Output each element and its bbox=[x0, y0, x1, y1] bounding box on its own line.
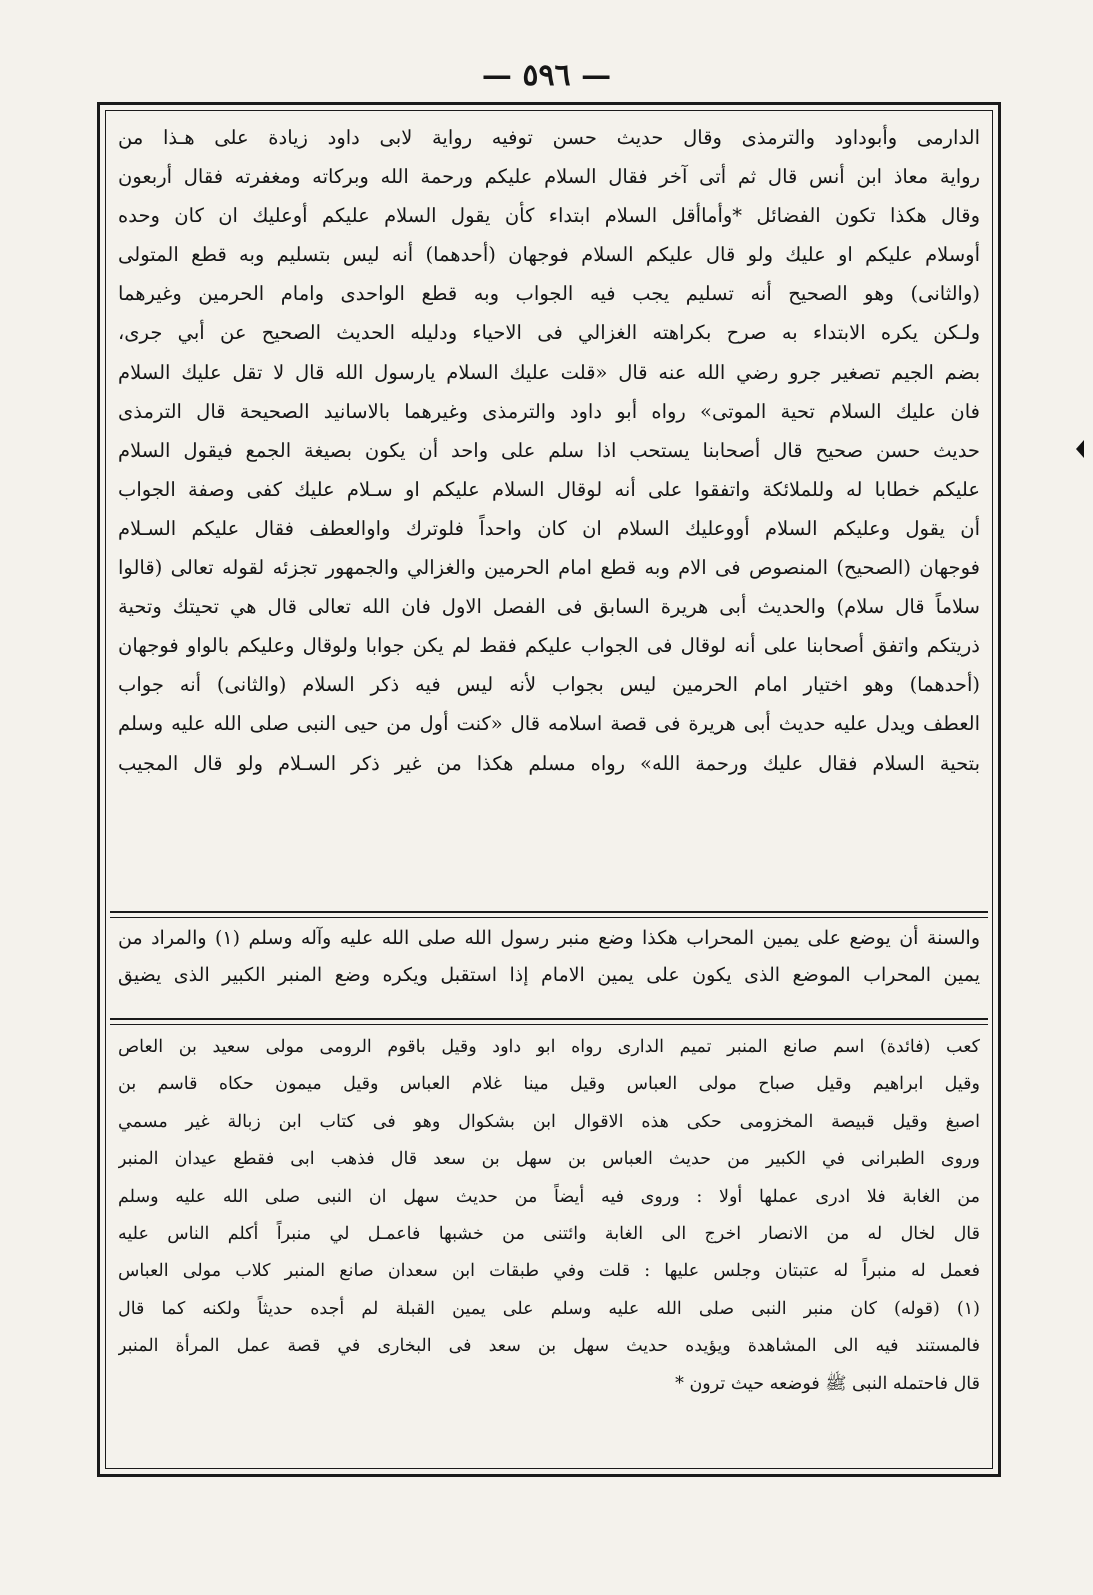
footnote-line: (١) (قوله) كان منبر النبى صلى الله عليه وسلم على يمين القبلة لم أجده حديثاً ولكنه كما قال bbox=[118, 1298, 980, 1319]
footnote-line: من الغابة فلا ادرى عملها أولا : وروى فيه أيضاً من حديث سهل ان النبى صلى الله عليه وسلم bbox=[118, 1186, 980, 1207]
main-text-line: (والثانى) وهو الصحيح أنه تسليم يجب فيه الجواب وبه قطع الواحدى وامام الحرمين وغيرهما bbox=[118, 282, 980, 306]
footnote-line: فالمستند فيه الى المشاهدة ويؤيده حديث سهل بن سعد فى البخارى في قصة عمل المرأة المنبر bbox=[118, 1336, 980, 1357]
main-text-line: بضم الجيم تصغير جرو رضي الله عنه قال «قلت عليك السلام يارسول الله قال لا تقل عليك السلام bbox=[118, 360, 980, 384]
footnote-block bbox=[118, 1029, 980, 1403]
main-text-line: رواية معاذ ابن أنس قال ثم أتى آخر فقال السلام عليكم ورحمة الله وبركاته ومغفرته فقال أربعون bbox=[118, 165, 980, 189]
main-text-line: عليكم خطابا له وللملائكة واتفقوا على أنه لوقال السلام عليكم او سـلام عليك كفى وصفة الجواب bbox=[118, 477, 980, 501]
page-number: — ٥٩٦ — bbox=[481, 58, 612, 93]
main-text-line: ولـكن يكره الابتداء به صرح بكراهته الغزالي فى الاحياء ودليله الحديث الصحيح عن أبي جرى، bbox=[118, 321, 980, 345]
footnote-line: اصبغ وقيل قبيصة المخزومى حكى هذه الاقوال ابن بشكوال وهو فى كتاب ابن زبالة غير مسمي bbox=[118, 1111, 980, 1132]
main-text-line: الدارمى وأبوداود والترمذى وقال حديث حسن توفيه رواية لابى داود زيادة على هـذا من bbox=[118, 126, 980, 149]
main-text-line: فان عليك السلام تحية الموتى» رواه أبو داود والترمذى وغيرهما بالاسانيد الصحيحة قال الترمذى bbox=[118, 399, 980, 423]
footnote-line: قال لخال له من الانصار اخرج الى الغابة وائتنى من خشبها فاعمـل لي منبراً أكلم الناس عليه bbox=[118, 1223, 980, 1244]
footnote-line: فعمل له منبراً له عتبتان وجلس عليها : قلت وفي طبقات ابن سعدان صانع المنبر كلاب مولى العباس bbox=[118, 1261, 980, 1282]
margin-note-line: يمين المحراب الموضع الذى يكون على يمين الامام إذا استقبل ويكره وضع المنبر الكبير الذى يضيق bbox=[118, 964, 980, 986]
divider-bottom bbox=[110, 1018, 988, 1020]
main-text-line: سلاماً قال سلام) والحديث أبى هريرة السابق فى الفصل الاول فان الله تعالى قال هي تحيتك وتحية bbox=[118, 595, 980, 619]
footnote-line: كعب (فائدة) اسم صانع المنبر تميم الدارى رواه ابو داود وقيل باقوم الرومى مولى سعيد بن العاص bbox=[118, 1037, 980, 1057]
main-text-block bbox=[118, 118, 980, 783]
main-text-line: (أحدهما) وهو اختيار امام الحرمين ليس بجواب لأنه ليس فيه ذكر السلام (والثانى) أنه جواب bbox=[118, 673, 980, 697]
edge-mark-icon bbox=[1076, 440, 1084, 458]
divider-top-thin bbox=[110, 917, 988, 918]
main-text-line: ذريتكم واتفق أصحابنا على أنه لوقال فى الجواب عليكم فقط لم يكن جوابا ولوقال وعليكم بالواو فوجهان bbox=[118, 634, 980, 658]
main-text-line: حديث حسن صحيح قال أصحابنا يستحب اذا سلم على واحد أن يكون بصيغة الجمع فيقول السلام bbox=[118, 438, 980, 462]
main-text-line: بتحية السلام فقال عليك ورحمة الله» رواه مسلم هكذا من غير ذكر السـلام ولو قال المجيب bbox=[118, 751, 980, 775]
main-text-line: فوجهان (الصحيح) المنصوص فى الام وبه قطع امام الحرمين والغزالي والجمهور تجزئه لقوله تعالى (قالوا bbox=[118, 556, 980, 580]
footnote-line: وقيل ابراهيم وقيل صباح مولى العباس وقيل مينا غلام العباس وقيل ميمون حكاه قاسم بن bbox=[118, 1074, 980, 1095]
main-text-line: أوسلام عليكم او عليك ولو قال عليكم السلام فوجهان (أحدهما) أنه ليس بتسليم وبه قطع المتولى bbox=[118, 243, 980, 267]
divider-bottom-thin bbox=[110, 1024, 988, 1025]
margin-note-block bbox=[118, 920, 980, 994]
margin-note-line: والسنة أن يوضع على يمين المحراب هكذا وضع منبر رسول الله صلى الله عليه وآله وسلم (١) والمراد من bbox=[118, 927, 980, 949]
divider-top bbox=[110, 911, 988, 913]
footnote-line: قال فاحتمله النبى ﷺ فوضعه حيث ترون * bbox=[675, 1373, 980, 1394]
main-text-line: العطف ويدل عليه حديث أبى هريرة فى قصة اسلامه قال «كنت أول من حيى النبى صلى الله عليه وسلم bbox=[118, 712, 980, 736]
main-text-line: وقال هكذا تكون الفضائل *وأماأقل السلام ابتداء كأن يقول السلام عليكم أوعليك ان كان وحده bbox=[118, 204, 980, 228]
main-text-line: أن يقول وعليكم السلام أووعليك السلام ان كان واحداً فلوترك واوالعطف فقال عليكم السـلام bbox=[118, 516, 980, 540]
footnote-line: وروى الطبرانى في الكبير من حديث العباس بن سهل بن سعد قال فذهب ابى فقطع عيدان المنبر bbox=[118, 1149, 980, 1170]
